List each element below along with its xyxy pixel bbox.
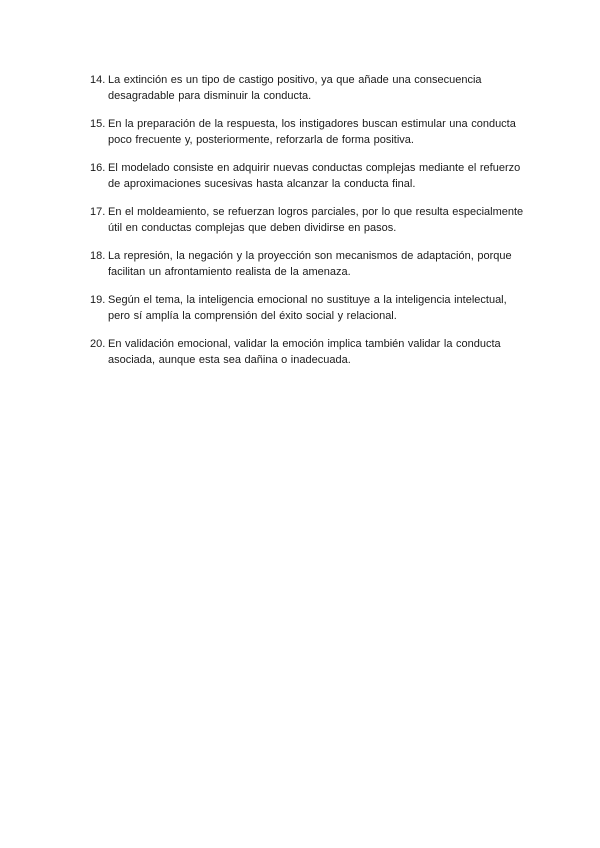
question-number: 17. bbox=[90, 206, 106, 218]
question-text: En validación emocional, validar la emoción implica también validar la conducta asociada, aunque esta sea dañina o inadecuada. bbox=[108, 338, 501, 366]
list-item bbox=[90, 292, 530, 324]
question-text: Según el tema, la inteligencia emocional no sustituye a la inteligencia intelectual, pero sí amplía la comprensión del éxito social y relacional. bbox=[108, 294, 507, 322]
question-text: El modelado consiste en adquirir nuevas conductas complejas mediante el refuerzo de aproximaciones sucesivas hasta alcanzar la conducta final. bbox=[108, 162, 521, 190]
question-text: La represión, la negación y la proyección son mecanismos de adaptación, porque facilitan un afrontamiento realista de la amenaza. bbox=[108, 250, 512, 278]
question-text: La extinción es un tipo de castigo positivo, ya que añade una consecuencia desagradable para disminuir la conducta. bbox=[108, 74, 482, 102]
question-number: 19. bbox=[90, 294, 106, 306]
list-item bbox=[90, 336, 530, 368]
question-number: 18. bbox=[90, 250, 106, 262]
question-text: En la preparación de la respuesta, los instigadores buscan estimular una conducta poco frecuente y, posteriormente, reforzarla de forma positiva. bbox=[108, 118, 516, 146]
list-item bbox=[90, 116, 530, 148]
question-text: En el moldeamiento, se refuerzan logros parciales, por lo que resulta especialmente útil en conductas complejas que deben dividirse en pasos. bbox=[108, 206, 524, 234]
question-number: 15. bbox=[90, 118, 106, 130]
question-number: 14. bbox=[90, 74, 106, 86]
list-item bbox=[90, 72, 530, 104]
list-item bbox=[90, 160, 530, 192]
list-item bbox=[90, 248, 530, 280]
question-number: 16. bbox=[90, 162, 106, 174]
question-number: 20. bbox=[90, 338, 106, 350]
question-list bbox=[90, 72, 530, 380]
list-item bbox=[90, 204, 530, 236]
